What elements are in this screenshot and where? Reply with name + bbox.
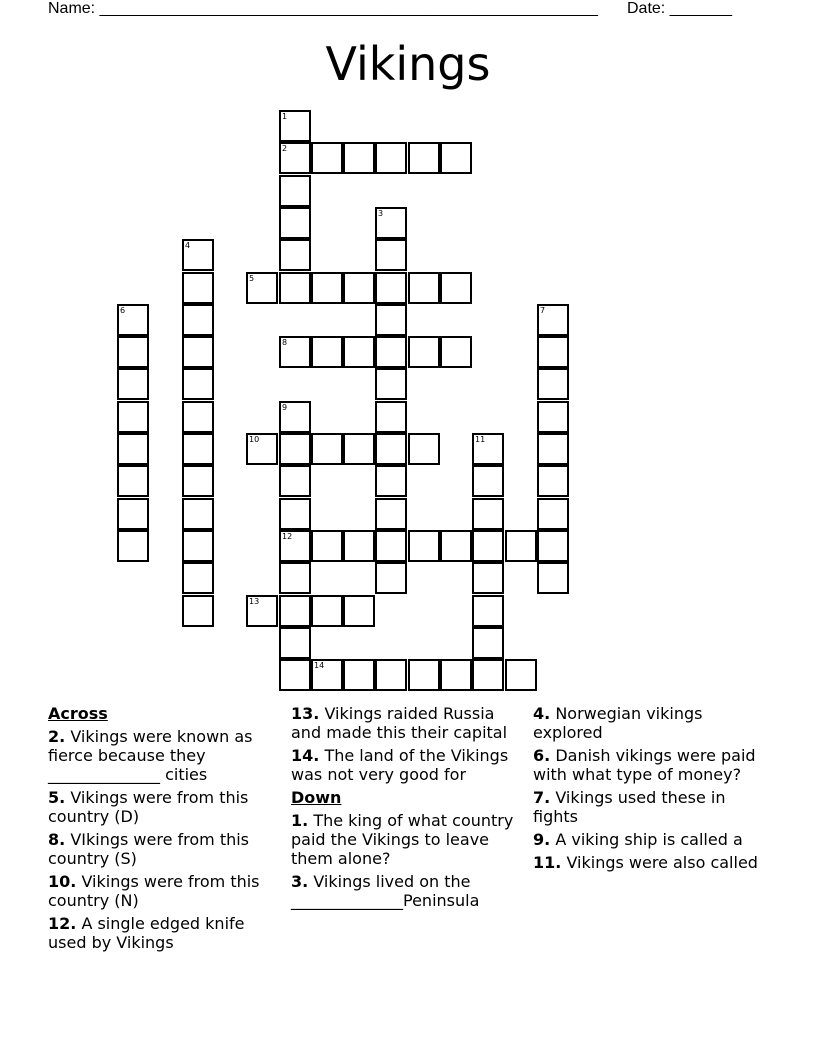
grid-cell[interactable] xyxy=(182,433,214,465)
grid-cell[interactable] xyxy=(343,142,375,174)
grid-cell[interactable] xyxy=(375,498,407,530)
clue-across-5 xyxy=(48,788,273,826)
grid-cell[interactable] xyxy=(408,272,440,304)
clue-number: 6. xyxy=(533,746,551,765)
down-heading: Down xyxy=(291,788,342,807)
clue-down-11 xyxy=(533,853,763,872)
grid-cell[interactable] xyxy=(311,595,343,627)
grid-cell[interactable] xyxy=(246,433,278,465)
grid-cell[interactable] xyxy=(375,239,407,271)
grid-cell[interactable] xyxy=(375,336,407,368)
name-line[interactable]: ________________________________________________________ xyxy=(99,0,598,17)
grid-cell[interactable] xyxy=(182,465,214,497)
clue-down-9 xyxy=(533,830,763,849)
clue-across-13 xyxy=(291,704,523,742)
grid-cell[interactable] xyxy=(311,530,343,562)
grid-cell[interactable] xyxy=(117,401,149,433)
grid-cell[interactable] xyxy=(182,401,214,433)
grid-cell[interactable] xyxy=(440,530,472,562)
clue-across-8 xyxy=(48,830,273,868)
grid-cell[interactable] xyxy=(279,175,311,207)
grid-cell[interactable] xyxy=(343,659,375,691)
grid-cell[interactable] xyxy=(182,595,214,627)
grid-cell[interactable] xyxy=(279,336,311,368)
grid-cell[interactable] xyxy=(279,530,311,562)
clue-number: 11. xyxy=(533,853,562,872)
grid-cell[interactable] xyxy=(246,595,278,627)
grid-cell[interactable] xyxy=(279,595,311,627)
grid-cell[interactable] xyxy=(537,304,569,336)
clue-number: 1. xyxy=(291,811,309,830)
grid-cell[interactable] xyxy=(375,562,407,594)
clue-text: Vikings were from this country (D) xyxy=(48,788,249,826)
grid-cell[interactable] xyxy=(279,110,311,142)
grid-cell[interactable] xyxy=(311,272,343,304)
grid-cell[interactable] xyxy=(182,368,214,400)
grid-cell[interactable] xyxy=(311,142,343,174)
date-label: Date: xyxy=(627,0,670,17)
grid-cell[interactable] xyxy=(311,659,343,691)
grid-cell[interactable] xyxy=(182,239,214,271)
grid-cell[interactable] xyxy=(408,433,440,465)
grid-cell[interactable] xyxy=(472,627,504,659)
across-heading: Across xyxy=(48,704,108,723)
grid-cell[interactable] xyxy=(182,272,214,304)
clue-number: 14. xyxy=(291,746,320,765)
grid-cell[interactable] xyxy=(279,207,311,239)
clue-text: Vikings were known as fierce because they ______________ cities xyxy=(48,727,253,784)
clue-number: 12. xyxy=(48,914,77,933)
clue-text: Vikings used these in fights xyxy=(533,788,726,826)
grid-cell[interactable] xyxy=(375,659,407,691)
grid-cell[interactable] xyxy=(472,659,504,691)
grid-cell[interactable] xyxy=(408,530,440,562)
grid-cell[interactable] xyxy=(343,272,375,304)
grid-cell[interactable] xyxy=(472,595,504,627)
grid-cell[interactable] xyxy=(375,304,407,336)
clue-number-label: 11 xyxy=(475,435,486,444)
clue-text: VIkings were from this country (S) xyxy=(48,830,250,868)
grid-cell[interactable] xyxy=(472,498,504,530)
grid-cell[interactable] xyxy=(537,465,569,497)
clue-number: 2. xyxy=(48,727,66,746)
grid-cell[interactable] xyxy=(505,659,537,691)
clue-text: Norwegian vikings explored xyxy=(533,704,703,742)
grid-cell[interactable] xyxy=(537,401,569,433)
clue-number: 4. xyxy=(533,704,551,723)
clue-text: The land of the Vikings was not very good for xyxy=(291,746,509,784)
grid-cell[interactable] xyxy=(279,562,311,594)
grid-cell[interactable] xyxy=(311,336,343,368)
clue-text: A single edged knife used by Vikings xyxy=(48,914,245,952)
clue-number-label: 5 xyxy=(249,274,255,283)
grid-cell[interactable] xyxy=(375,142,407,174)
clue-text: A viking ship is called a xyxy=(555,830,743,849)
grid-cell[interactable] xyxy=(182,304,214,336)
clue-down-1 xyxy=(291,811,523,868)
grid-cell[interactable] xyxy=(182,498,214,530)
grid-cell[interactable] xyxy=(537,562,569,594)
clue-number: 13. xyxy=(291,704,320,723)
clues-column-3 xyxy=(533,704,763,876)
grid-cell[interactable] xyxy=(472,465,504,497)
grid-cell[interactable] xyxy=(375,401,407,433)
grid-cell[interactable] xyxy=(279,465,311,497)
grid-cell[interactable] xyxy=(279,272,311,304)
clue-number-label: 6 xyxy=(120,306,126,315)
clue-number-label: 7 xyxy=(540,306,546,315)
page-title: Vikings xyxy=(325,37,491,91)
clue-number: 3. xyxy=(291,872,309,891)
grid-cell[interactable] xyxy=(537,368,569,400)
grid-cell[interactable] xyxy=(537,433,569,465)
grid-cell[interactable] xyxy=(537,498,569,530)
clue-number-label: 14 xyxy=(314,661,325,670)
clue-number-label: 2 xyxy=(282,144,288,153)
grid-cell[interactable] xyxy=(343,336,375,368)
grid-cell[interactable] xyxy=(182,562,214,594)
clue-number-label: 3 xyxy=(378,209,384,218)
grid-cell[interactable] xyxy=(182,336,214,368)
grid-cell[interactable] xyxy=(279,239,311,271)
clue-number-label: 9 xyxy=(282,403,288,412)
grid-cell[interactable] xyxy=(117,336,149,368)
grid-cell[interactable] xyxy=(375,272,407,304)
grid-cell[interactable] xyxy=(246,272,278,304)
clue-text: Vikings lived on the ______________Peninsula xyxy=(291,872,480,910)
grid-cell[interactable] xyxy=(408,336,440,368)
grid-cell[interactable] xyxy=(408,142,440,174)
grid-cell[interactable] xyxy=(375,465,407,497)
grid-cell[interactable] xyxy=(537,336,569,368)
grid-cell[interactable] xyxy=(472,530,504,562)
grid-cell[interactable] xyxy=(375,207,407,239)
clue-number: 8. xyxy=(48,830,66,849)
clue-down-4 xyxy=(533,704,763,742)
grid-cell[interactable] xyxy=(117,530,149,562)
grid-cell[interactable] xyxy=(279,498,311,530)
clue-number-label: 4 xyxy=(185,241,191,250)
clue-number-label: 10 xyxy=(249,435,260,444)
clue-number-label: 8 xyxy=(282,338,288,347)
grid-cell[interactable] xyxy=(440,142,472,174)
grid-cell[interactable] xyxy=(279,659,311,691)
clue-text: Vikings raided Russia and made this their capital xyxy=(291,704,508,742)
name-label: Name: xyxy=(48,0,100,17)
clue-down-6 xyxy=(533,746,763,784)
clue-number: 5. xyxy=(48,788,66,807)
clue-across-2 xyxy=(48,727,273,784)
grid-cell[interactable] xyxy=(375,368,407,400)
clue-number: 9. xyxy=(533,830,551,849)
grid-cell[interactable] xyxy=(311,433,343,465)
clue-number-label: 12 xyxy=(282,532,293,541)
grid-cell[interactable] xyxy=(117,465,149,497)
clue-across-10 xyxy=(48,872,273,910)
grid-cell[interactable] xyxy=(117,433,149,465)
grid-cell[interactable] xyxy=(440,272,472,304)
grid-cell[interactable] xyxy=(117,304,149,336)
grid-cell[interactable] xyxy=(279,433,311,465)
grid-cell[interactable] xyxy=(408,659,440,691)
clue-number-label: 1 xyxy=(282,112,288,121)
grid-cell[interactable] xyxy=(472,562,504,594)
grid-cell[interactable] xyxy=(472,433,504,465)
clue-number: 7. xyxy=(533,788,551,807)
grid-cell[interactable] xyxy=(279,627,311,659)
clue-number-label: 13 xyxy=(249,597,260,606)
grid-cell[interactable] xyxy=(279,401,311,433)
clue-text: Vikings were also called xyxy=(566,853,758,872)
date-line[interactable]: _______ xyxy=(669,0,732,17)
clue-text: Danish vikings were paid with what type of money? xyxy=(533,746,756,784)
clues-column-2 xyxy=(291,704,523,914)
grid-cell[interactable] xyxy=(343,530,375,562)
clue-text: The king of what country paid the Vikings to leave them alone? xyxy=(291,811,514,868)
grid-cell[interactable] xyxy=(279,142,311,174)
grid-cell[interactable] xyxy=(505,530,537,562)
grid-cell[interactable] xyxy=(182,530,214,562)
clue-number: 10. xyxy=(48,872,77,891)
grid-cell[interactable] xyxy=(117,498,149,530)
clue-across-14 xyxy=(291,746,523,784)
grid-cell[interactable] xyxy=(343,433,375,465)
grid-cell[interactable] xyxy=(375,530,407,562)
clues-column-1 xyxy=(48,704,273,956)
clue-down-3 xyxy=(291,872,523,910)
clue-across-12 xyxy=(48,914,273,952)
grid-cell[interactable] xyxy=(537,530,569,562)
grid-cell[interactable] xyxy=(343,595,375,627)
clue-text: Vikings were from this country (N) xyxy=(48,872,260,910)
grid-cell[interactable] xyxy=(375,433,407,465)
grid-cell[interactable] xyxy=(440,659,472,691)
clue-down-7 xyxy=(533,788,763,826)
grid-cell[interactable] xyxy=(440,336,472,368)
grid-cell[interactable] xyxy=(117,368,149,400)
